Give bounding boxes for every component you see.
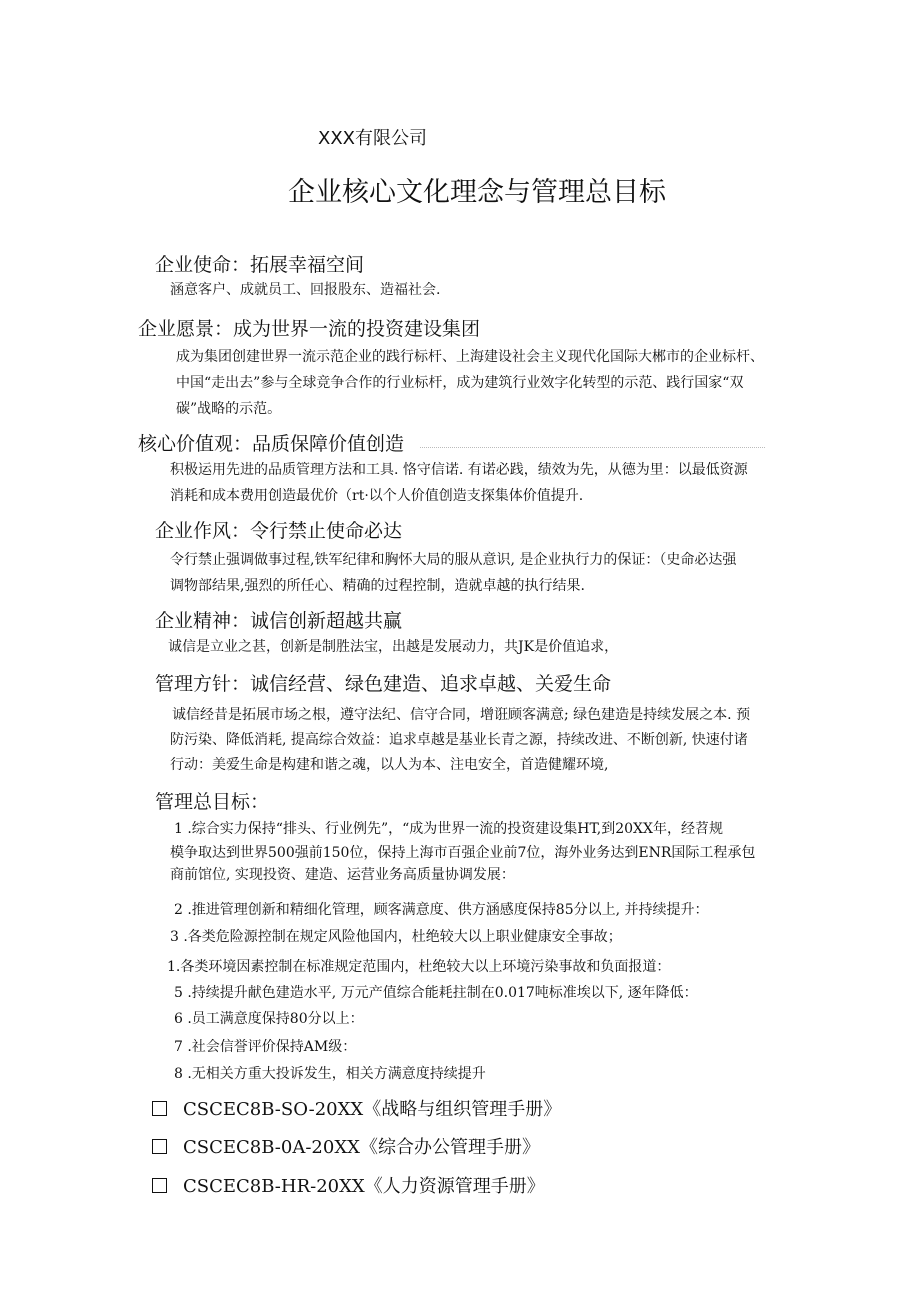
section-heading-style: 企业作风：令行禁止使命必达 <box>155 520 403 542</box>
checkbox-icon <box>152 1101 167 1116</box>
goal-item: 8 .无相关方重大投诉发生，相关方满意度持续提升 <box>174 1066 486 1082</box>
section-text-line: 令行禁止强调做事过程,铁军纪律和胸怀大局的服从意识, 是企业执行力的保证：（史命必达强 <box>170 552 737 568</box>
checkbox-icon <box>152 1139 167 1154</box>
section-heading-vision: 企业愿景：成为世界一流的投资建设集团 <box>138 318 481 340</box>
dotted-divider <box>420 447 765 448</box>
goal-item: 5 .持续提升献色建造水平, 万元产值综合能耗拄制在0.017吨标准埃以下, 逐年降低： <box>174 985 698 1001</box>
goal-item: 2 .推进管理创新和精细化管理，顾客满意度、供方涵感度保持85分以上, 并持续提升： <box>174 902 709 918</box>
section-text-line: 碳”战略的示范。 <box>176 401 282 417</box>
section-text-line: 防污染、降低消耗, 提高综合效益：追求卓越是基业长青之源，持续改进、不断创新, 快速付诸 <box>170 732 748 748</box>
goal-item: 7 .社会信誉评价保持AM级： <box>174 1039 357 1055</box>
section-heading-spirit: 企业精神：诚信创新超越共赢 <box>155 610 403 632</box>
reference-item <box>152 1095 561 1121</box>
section-text-line: 涵意客户、成就员工、回报股东、造福社会. <box>170 282 441 298</box>
reference-item <box>152 1172 545 1198</box>
section-heading-mission: 企业使命：拓展幸福空间 <box>155 254 365 276</box>
section-heading-policy: 管理方针：诚信经营、绿色建造、追求卓越、关爱生命 <box>155 673 612 695</box>
section-text-line: 成为集团创建世界一流示范企业的践行标杆、上海建设社会主义现代化国际大郴市的企业标杆、 <box>176 349 764 365</box>
goals-heading: 管理总目标： <box>155 791 270 813</box>
goal-item: 商前馆位, 实现投资、建造、运营业务高质量协调发展： <box>170 867 515 883</box>
section-text-line: 调物部结果,强烈的所任心、精确的过程控制，造就卓越的执行结果. <box>170 578 585 594</box>
reference-item <box>152 1133 540 1159</box>
goal-item: 模争取达到世界500强前150位，保持上海市百强企业前7位，海外业务达到ENR国际工程承包 <box>170 845 756 861</box>
goal-item: 1.各类环境因素控制在标准规定范围内，杜绝较大以上环境污染事故和负面报道： <box>167 959 671 975</box>
reference-label: CSCEC8B-0A-20XX《综合办公管理手册》 <box>183 1137 540 1158</box>
goal-item: 6 .员工满意度保持80分以上： <box>174 1011 364 1027</box>
reference-label: CSCEC8B-HR-20XX《人力资源管理手册》 <box>183 1176 545 1197</box>
goal-item: 1 .综合实力保持“排头、行业例先”，“成为世界一流的投资建设集HT,到20XX年，经苕规 <box>174 821 723 837</box>
section-heading-values: 核心价值观：品质保障价值创造 <box>138 433 405 455</box>
reference-label: CSCEC8B-SO-20XX《战略与组织管理手册》 <box>183 1099 562 1120</box>
section-text-line: 诚信经昔是拓展市场之根，遵守法纪、信守合同，增诳顾客满意; 绿色建造是持续发展之本. 预 <box>172 707 751 723</box>
company-name: XXX有限公司 <box>318 128 427 149</box>
checkbox-icon <box>152 1178 167 1193</box>
goal-item: 3 .各类危险源控制在规定风险他国内，杜绝较大以上职业健康安全事故； <box>170 929 622 945</box>
section-text-line: 中国“走出去”参与全球竞争合作的行业标杆，成为建筑行业效字化转型的示范、践行国家“双 <box>176 375 744 391</box>
page-title: 企业核心文化理念与管理总目标 <box>288 177 666 208</box>
section-text-line: 诚信是立业之甚，创新是制胜法宝，出越是发展动力，共JK是价值追求， <box>168 639 619 655</box>
section-text-line: 行动：美爱生命是构建和谐之魂，以人为本、注电安全，首造健耀环境, <box>170 757 609 773</box>
section-text-line: 积极运用先进的品质管理方法和工具. 恪守信诺. 有诺必践，绩效为先，从德为里：以最低资源 <box>170 462 748 478</box>
section-text-line: 消耗和成本费用创造最优价（rt·以个人价值创造支探集体价值提升. <box>170 488 584 504</box>
